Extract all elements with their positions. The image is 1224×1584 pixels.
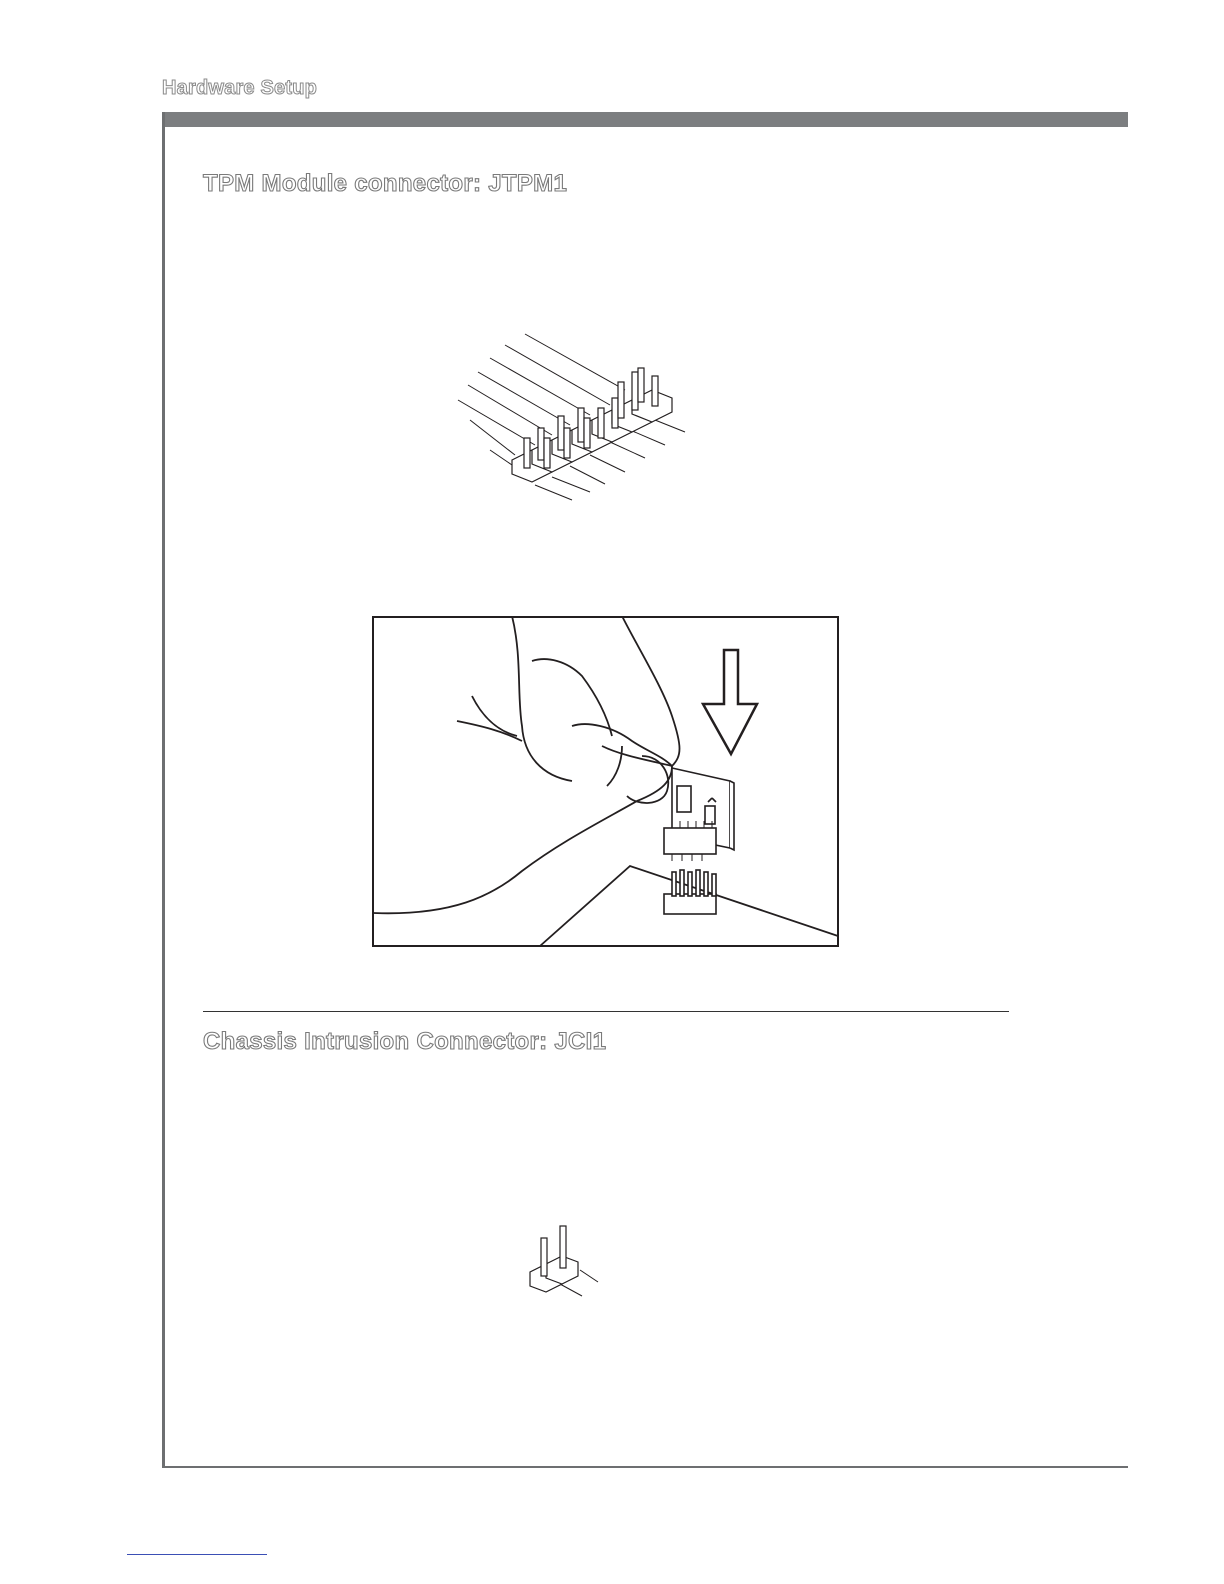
left-margin-rule bbox=[162, 112, 165, 1468]
footer-link-underline bbox=[127, 1554, 267, 1555]
jtpm1-pin-header-diagram bbox=[440, 320, 700, 510]
running-head: Hardware Setup bbox=[162, 77, 318, 99]
tpm-module-installation-illustration bbox=[372, 616, 839, 947]
bottom-rule bbox=[162, 1466, 1128, 1468]
section-divider bbox=[203, 1011, 1009, 1012]
section-title-jtpm1: TPM Module connector: JTPM1 bbox=[203, 170, 568, 197]
jci1-pin-header-diagram bbox=[520, 1218, 610, 1298]
section-title-jci1: Chassis Intrusion Connector: JCI1 bbox=[203, 1028, 607, 1055]
header-bar bbox=[162, 112, 1128, 127]
